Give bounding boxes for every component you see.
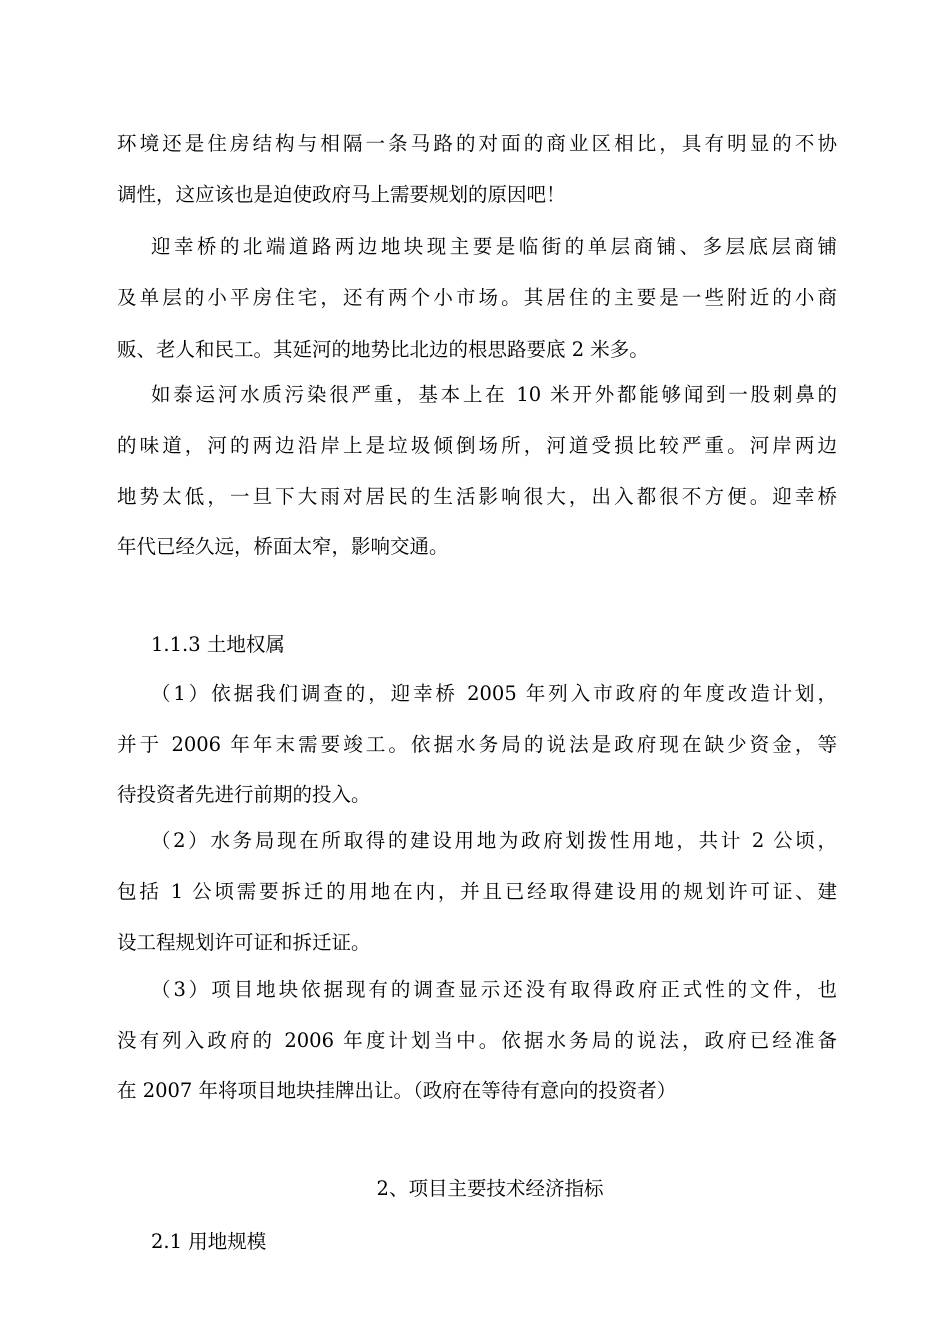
text-line: 及单层的小平房住宅，还有两个小市场。其居住的主要是一些附近的小商 xyxy=(117,286,837,309)
text-line: （1）依据我们调查的，迎幸桥 2005 年列入市政府的年度改造计划， xyxy=(151,682,837,705)
text-line: 环境还是住房结构与相隔一条马路的对面的商业区相比，具有明显的不协 xyxy=(117,132,837,155)
text-line: 年代已经久远，桥面太窄，影响交通。 xyxy=(117,535,449,558)
section-heading-land-rights: 1.1.3 土地权属 xyxy=(151,633,285,656)
text-line: 贩、老人和民工。其延河的地势比北边的根思路要底 2 米多。 xyxy=(117,338,649,361)
text-line: （3）项目地块依据现有的调查显示还没有取得政府正式性的文件，也 xyxy=(151,978,837,1001)
section-heading-indicators: 2、项目主要技术经济指标 xyxy=(376,1177,604,1200)
text-line: 待投资者先进行前期的投入。 xyxy=(117,783,371,806)
text-line: 包括 1 公顷需要拆迁的用地在内，并且已经取得建设用的规划许可证、建 xyxy=(117,880,837,903)
text-line: 并于 2006 年年末需要竣工。依据水务局的说法是政府现在缺少资金，等 xyxy=(117,733,837,756)
text-line: 如泰运河水质污染很严重，基本上在 10 米开外都能够闻到一股刺鼻的 xyxy=(151,383,837,406)
text-line: 地势太低，一旦下大雨对居民的生活影响很大，出入都很不方便。迎幸桥 xyxy=(117,485,837,508)
text-line: 在 2007 年将项目地块挂牌出让。（政府在等待有意向的投资者） xyxy=(117,1079,677,1102)
text-line: 迎幸桥的北端道路两边地块现主要是临街的单层商铺、多层底层商铺 xyxy=(151,235,837,258)
text-line: （2）水务局现在所取得的建设用地为政府划拨性用地，共计 2 公顷， xyxy=(151,829,837,852)
text-line: 调性，这应该也是迫使政府马上需要规划的原因吧！ xyxy=(117,183,566,206)
text-line: 没有列入政府的 2006 年度计划当中。依据水务局的说法，政府已经准备 xyxy=(117,1029,837,1052)
section-heading-land-scale: 2.1 用地规模 xyxy=(151,1230,267,1253)
text-line: 设工程规划许可证和拆迁证。 xyxy=(117,931,371,954)
text-line: 的味道，河的两边沿岸上是垃圾倾倒场所，河道受损比较严重。河岸两边 xyxy=(117,434,837,457)
